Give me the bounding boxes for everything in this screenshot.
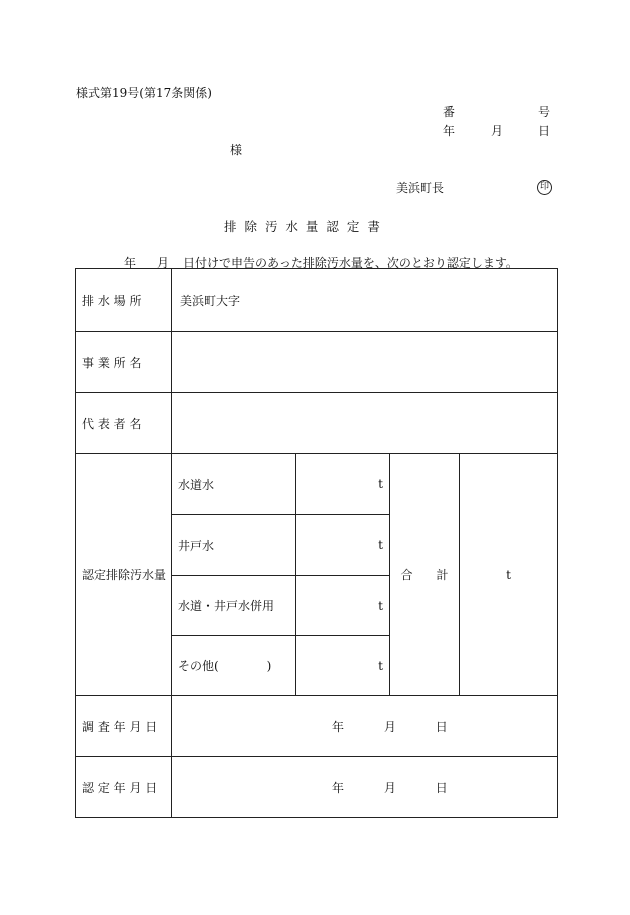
- form-number: 様式第19号(第17条関係): [76, 86, 212, 100]
- volume-value[interactable]: t: [296, 636, 390, 696]
- volume-value[interactable]: t: [296, 576, 390, 636]
- seal-mark: [537, 178, 552, 195]
- number-go: 号: [538, 105, 551, 119]
- header-day: 日: [538, 124, 551, 138]
- volume-row: [76, 454, 558, 515]
- volume-value[interactable]: t: [296, 454, 390, 515]
- issuer-name: 美浜町長: [396, 181, 445, 195]
- intro-month: 月: [157, 256, 170, 270]
- volume-value[interactable]: t: [296, 515, 390, 576]
- business-name-value[interactable]: [172, 332, 558, 393]
- certified-date-month: 月: [383, 780, 396, 795]
- discharge-place-value[interactable]: 美浜町大字: [172, 269, 558, 332]
- survey-date-month: 月: [383, 719, 396, 734]
- row-representative: [76, 393, 558, 454]
- certified-date-day: 日: [435, 780, 448, 795]
- certified-date-label: 認 定 年 月 日: [76, 757, 172, 818]
- representative-value[interactable]: [172, 393, 558, 454]
- intro-text: 日付けで申告のあった排除汚水量を、次のとおり認定します。: [183, 256, 518, 270]
- number-ban: 番: [443, 105, 456, 119]
- addressee-sama: 様: [230, 143, 243, 157]
- certification-table: [75, 268, 558, 818]
- total-value[interactable]: t: [460, 454, 558, 696]
- seal-icon: 印: [537, 180, 552, 195]
- volume-type-label: 井戸水: [172, 515, 296, 576]
- survey-date-day: 日: [435, 719, 448, 734]
- discharge-place-label: 排 水 場 所: [76, 269, 172, 332]
- row-business-name: [76, 332, 558, 393]
- survey-date-value[interactable]: [172, 696, 558, 757]
- header-month: 月: [491, 124, 504, 138]
- representative-label: 代 表 者 名: [76, 393, 172, 454]
- certified-date-value[interactable]: [172, 757, 558, 818]
- row-discharge-place: [76, 269, 558, 332]
- volume-type-label: 水道・井戸水併用: [172, 576, 296, 636]
- header-year: 年: [443, 124, 456, 138]
- survey-date-year: 年: [332, 719, 345, 734]
- volume-label: 認定排除汚水量: [76, 454, 172, 696]
- survey-date-label: 調 査 年 月 日: [76, 696, 172, 757]
- row-certified-date: [76, 757, 558, 818]
- volume-type-label: その他( ): [172, 636, 296, 696]
- business-name-label: 事 業 所 名: [76, 332, 172, 393]
- intro-year: 年: [124, 256, 137, 270]
- row-survey-date: [76, 696, 558, 757]
- volume-type-label: 水道水: [172, 454, 296, 515]
- certified-date-year: 年: [332, 780, 345, 795]
- document-title: 排 除 汚 水 量 認 定 書: [224, 219, 382, 234]
- total-label: 合 計: [390, 454, 460, 696]
